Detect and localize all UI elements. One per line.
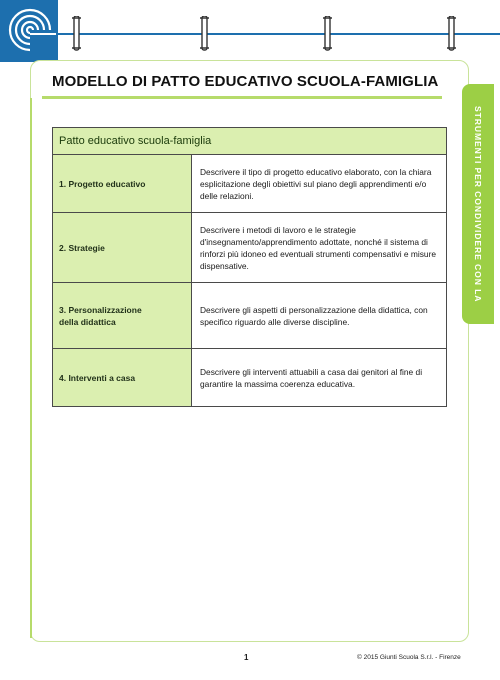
row-label: 1. Progetto educativo: [53, 155, 192, 213]
binder-ring-icon: [198, 16, 212, 56]
table-header: Patto educativo scuola-famiglia: [53, 128, 447, 155]
frame-accent-left: [30, 98, 32, 638]
row-description: Descrivere i metodi di lavoro e le strategie d'insegnamento/apprendimento adottate, nonché il sistema di rinforzi più idoneo ed eventuali strumenti compensativi e misure dispensative.: [192, 213, 447, 283]
table-row: [53, 349, 447, 407]
table-header-row: [53, 128, 447, 155]
spiral-logo-icon: [0, 0, 58, 62]
page-title: MODELLO DI PATTO EDUCATIVO SCUOLA-FAMIGLIA: [52, 73, 439, 90]
row-label: 4. Interventi a casa: [53, 349, 192, 407]
side-tab-label: STRUMENTI PER CONDIVIDERE CON LA FAMIGLIA: [441, 105, 483, 303]
row-label: [53, 283, 192, 349]
title-underline: [42, 96, 442, 99]
row-label: 2. Strategie: [53, 213, 192, 283]
table-row: [53, 213, 447, 283]
binder-ring-icon: [445, 16, 459, 56]
table-row: [53, 155, 447, 213]
row-description: Descrivere il tipo di progetto educativo elaborato, con la chiara esplicitazione degli obiettivi sul piano degli apprendimenti e/o delle relazioni.: [192, 155, 447, 213]
row-description: Descrivere gli interventi attuabili a casa dai genitori al fine di garantire la massima coerenza educativa.: [192, 349, 447, 407]
binder-ring-icon: [70, 16, 84, 56]
table-row: [53, 283, 447, 349]
pact-table: [52, 127, 447, 407]
page-number: 1: [244, 653, 249, 662]
row-label-text: 3. Personalizzazione della didattica: [59, 304, 142, 327]
copyright: © 2015 Giunti Scuola S.r.l. - Firenze: [357, 654, 461, 661]
row-description: Descrivere gli aspetti di personalizzazione della didattica, con specifico riguardo alle diverse discipline.: [192, 283, 447, 349]
binder-ring-icon: [321, 16, 335, 56]
